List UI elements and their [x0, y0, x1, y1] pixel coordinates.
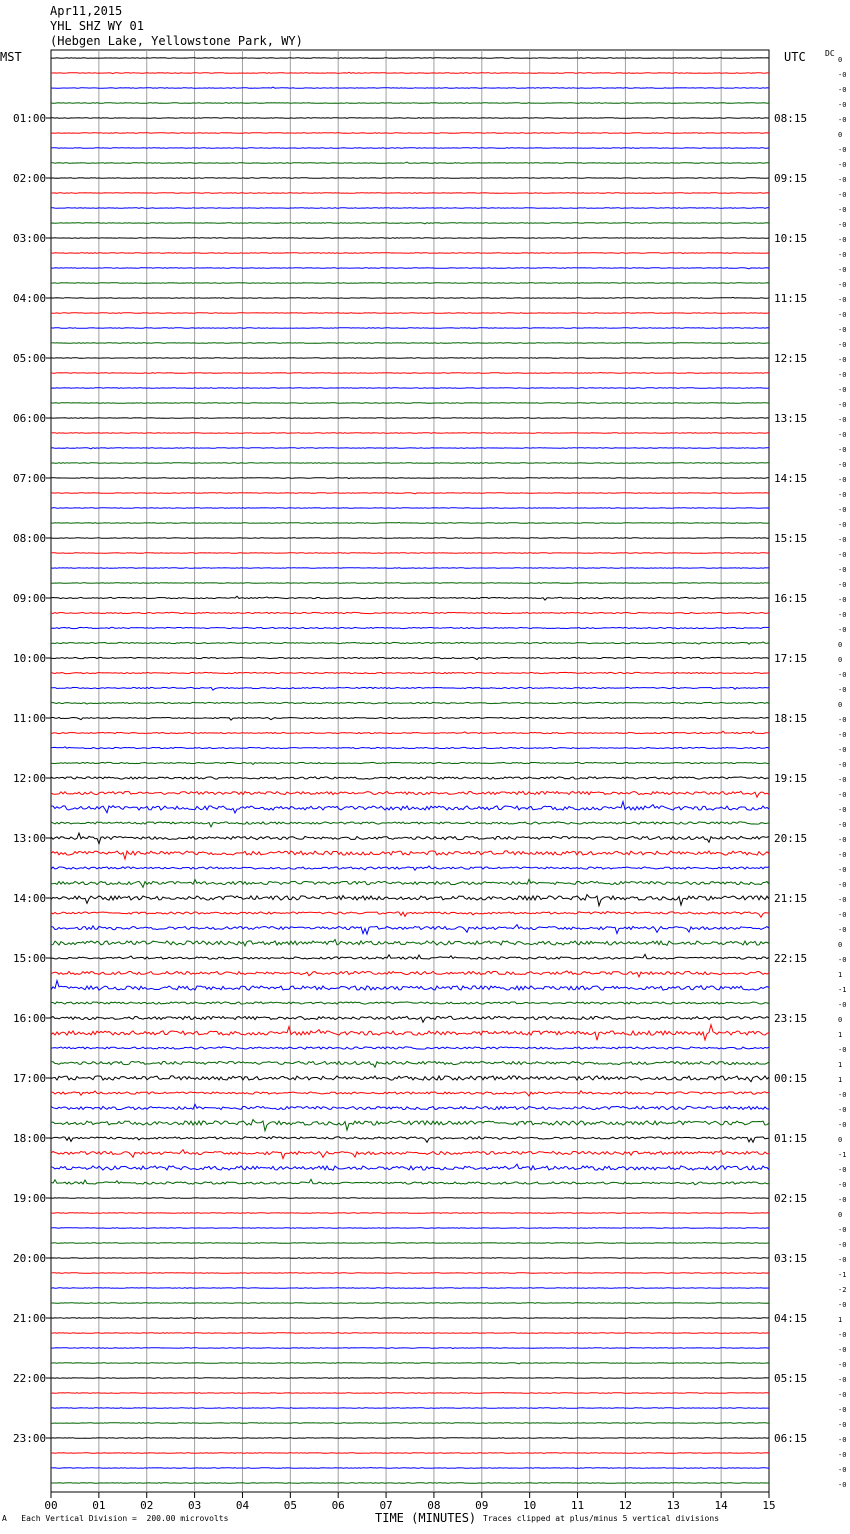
utc-hour-label: 19:15	[774, 772, 808, 785]
trace-line	[51, 1348, 769, 1349]
trace-line	[51, 1137, 769, 1143]
mst-hour-label: 13:00	[13, 832, 47, 845]
x-tick-label: 01	[92, 1499, 106, 1512]
trace-line	[51, 1318, 769, 1319]
mst-hour-label: 07:00	[13, 472, 47, 485]
trace-line	[51, 358, 769, 359]
dc-offset-label: -0	[838, 911, 847, 919]
dc-offset-label: -0	[838, 446, 847, 454]
trace-line	[51, 522, 769, 523]
mst-hour-label: 14:00	[13, 892, 47, 905]
clip-note: Traces clipped at plus/minus 5 vertical divisions	[483, 1514, 720, 1523]
mst-hour-label: 04:00	[13, 292, 47, 305]
utc-hour-label: 09:15	[774, 172, 808, 185]
trace-line	[51, 1378, 769, 1379]
dc-offset-label: -0	[838, 356, 847, 364]
dc-offset-label: -0	[838, 1376, 847, 1384]
station-label: YHL SHZ WY 01	[50, 19, 144, 33]
utc-hour-label: 11:15	[774, 292, 808, 305]
trace-line	[51, 133, 769, 134]
x-tick-label: 13	[666, 1499, 680, 1512]
dc-offset-label: 0	[838, 1136, 843, 1144]
mst-hour-label: 02:00	[13, 172, 47, 185]
utc-hour-label: 23:15	[774, 1012, 808, 1025]
dc-offset-label: -0	[838, 326, 847, 334]
trace-line	[51, 895, 769, 906]
utc-hour-label: 15:15	[774, 532, 808, 545]
dc-offset-label: 0	[838, 1211, 843, 1219]
dc-offset-label: -0	[838, 206, 847, 214]
trace-line	[51, 1258, 769, 1259]
dc-offset-label: 1	[838, 1076, 843, 1084]
trace-line	[51, 657, 769, 659]
dc-offset-label: -0	[838, 1121, 847, 1129]
trace-line	[51, 238, 769, 239]
dc-offset-label: -0	[838, 1331, 847, 1339]
trace-line	[51, 672, 769, 673]
mst-hour-label: 17:00	[13, 1072, 47, 1085]
dc-offset-label: -0	[838, 221, 847, 229]
trace-line	[51, 1198, 769, 1199]
mst-hour-label: 01:00	[13, 112, 47, 125]
trace-line	[51, 508, 769, 509]
dc-offset-label: -0	[838, 461, 847, 469]
dc-offset-label: -0	[838, 1481, 847, 1489]
dc-offset-label: -2	[838, 1286, 847, 1294]
dc-offset-label: -0	[838, 1046, 847, 1054]
dc-offset-label: -0	[838, 1436, 847, 1444]
trace-line	[51, 162, 769, 163]
trace-line	[51, 762, 769, 764]
trace-line	[51, 538, 769, 539]
mst-hour-label: 11:00	[13, 712, 47, 725]
scale-note	[2, 1514, 228, 1523]
trace-line	[51, 268, 769, 269]
dc-offset-label: -0	[838, 1106, 847, 1114]
trace-line	[51, 1423, 769, 1424]
trace-line	[51, 193, 769, 194]
dc-offset-label: -0	[838, 236, 847, 244]
dc-offset-label: -0	[838, 71, 847, 79]
dc-offset-label: -0	[838, 1226, 847, 1234]
trace-line	[51, 1363, 769, 1364]
dc-offset-label: -0	[838, 506, 847, 514]
dc-offset-label: -0	[838, 806, 847, 814]
trace-line	[51, 1408, 769, 1409]
dc-offset-label: -0	[838, 731, 847, 739]
dc-offset-label: 0	[838, 641, 843, 649]
dc-offset-label: -0	[838, 296, 847, 304]
mst-hour-label: 03:00	[13, 232, 47, 245]
dc-offset-label: 0	[838, 656, 843, 664]
trace-line	[51, 627, 769, 628]
mst-hour-label: 09:00	[13, 592, 47, 605]
dc-offset-label: -0	[838, 431, 847, 439]
dc-offset-label: 1	[838, 1061, 843, 1069]
trace-line	[51, 418, 769, 419]
trace-line	[51, 596, 769, 600]
mst-hour-label: 21:00	[13, 1312, 47, 1325]
trace-line	[51, 103, 769, 104]
trace-line	[51, 642, 769, 644]
trace-line	[51, 478, 769, 479]
dc-offset-label: -0	[838, 551, 847, 559]
dc-offset-label: -0	[838, 1301, 847, 1309]
trace-line	[51, 223, 769, 224]
trace-line	[51, 1213, 769, 1214]
trace-line	[51, 1392, 769, 1393]
trace-line	[51, 433, 769, 434]
trace-line	[51, 1243, 769, 1244]
dc-offset-label: -0	[838, 1346, 847, 1354]
dc-offset-label: -0	[838, 1196, 847, 1204]
x-tick-label: 08	[427, 1499, 441, 1512]
trace-line	[51, 208, 769, 209]
dc-offset-label: -0	[838, 596, 847, 604]
dc-offset-label: -0	[838, 836, 847, 844]
utc-hour-label: 02:15	[774, 1192, 808, 1205]
trace-line	[51, 1150, 769, 1159]
right-axis-title: UTC	[784, 50, 806, 64]
utc-hour-label: 06:15	[774, 1432, 808, 1445]
date-label: Apr11,2015	[50, 4, 123, 18]
utc-hour-label: 14:15	[774, 472, 808, 485]
trace-line	[51, 747, 769, 749]
trace-line	[51, 58, 769, 59]
x-tick-label: 10	[523, 1499, 537, 1512]
trace-line	[51, 1076, 769, 1082]
x-axis-title: TIME (MINUTES)	[375, 1511, 477, 1525]
dc-offset-label: 0	[838, 56, 843, 64]
dc-offset-label: -0	[838, 956, 847, 964]
trace-line	[51, 1002, 769, 1004]
trace-line	[51, 954, 769, 959]
trace-line	[51, 1288, 769, 1289]
dc-offset-label: -1	[838, 1271, 847, 1279]
trace-line	[51, 1179, 769, 1185]
dc-offset-label: -0	[838, 266, 847, 274]
mst-hour-label: 15:00	[13, 952, 47, 965]
dc-offset-label: 0	[838, 701, 843, 709]
trace-line	[51, 925, 769, 935]
dc-offset-label: -0	[838, 791, 847, 799]
trace-line	[51, 1047, 769, 1049]
dc-offset-label: -0	[838, 611, 847, 619]
utc-hour-label: 04:15	[774, 1312, 808, 1325]
dc-offset-label: -0	[838, 776, 847, 784]
x-tick-label: 02	[140, 1499, 154, 1512]
trace-line	[51, 1273, 769, 1274]
mst-hour-label: 08:00	[13, 532, 47, 545]
trace-line	[51, 1483, 769, 1484]
trace-line	[51, 879, 769, 887]
trace-line	[51, 493, 769, 494]
dc-offset-label: 1	[838, 1031, 843, 1039]
trace-line	[51, 583, 769, 584]
trace-line	[51, 1303, 769, 1304]
trace-line	[51, 1091, 769, 1096]
dc-offset-label: -0	[838, 1166, 847, 1174]
left-axis-title: MST	[0, 50, 22, 64]
dc-offset-label: -0	[838, 116, 847, 124]
trace-line	[51, 717, 769, 720]
dc-offset-label: -0	[838, 1256, 847, 1264]
utc-hour-label: 01:15	[774, 1132, 808, 1145]
trace-line	[51, 791, 769, 797]
dc-offset-label: -0	[838, 416, 847, 424]
trace-line	[51, 388, 769, 389]
dc-offset-label: 0	[838, 131, 843, 139]
x-tick-label: 15	[762, 1499, 776, 1512]
trace-line	[51, 822, 769, 827]
utc-hour-label: 22:15	[774, 952, 808, 965]
dc-offset-label: -0	[838, 101, 847, 109]
mst-hour-label: 05:00	[13, 352, 47, 365]
trace-line	[51, 612, 769, 613]
utc-hour-label: 12:15	[774, 352, 808, 365]
dc-offset-label: -0	[838, 1181, 847, 1189]
dc-offset-label: -0	[838, 311, 847, 319]
dc-offset-label: -0	[838, 671, 847, 679]
trace-line	[51, 1120, 769, 1131]
trace-line	[51, 87, 769, 88]
x-tick-label: 05	[283, 1499, 297, 1512]
trace-line	[51, 178, 769, 179]
trace-line	[51, 866, 769, 870]
trace-line	[51, 1016, 769, 1022]
dc-offset-label: -0	[838, 281, 847, 289]
trace-line	[51, 448, 769, 449]
trace-line	[51, 253, 769, 254]
dc-offset-label: -0	[838, 1451, 847, 1459]
utc-hour-label: 18:15	[774, 712, 808, 725]
trace-line	[51, 912, 769, 918]
dc-offset-label: -0	[838, 1001, 847, 1009]
mst-hour-label: 06:00	[13, 412, 47, 425]
dc-offset-label: -0	[838, 161, 847, 169]
mst-hour-label: 18:00	[13, 1132, 47, 1145]
dc-offset-label: -0	[838, 566, 847, 574]
scale-text: Each Vertical Division = 200.00 microvolts	[21, 1514, 229, 1523]
trace-line	[51, 851, 769, 859]
trace-line	[51, 802, 769, 813]
trace-line	[51, 463, 769, 464]
dc-offset-label: -0	[838, 386, 847, 394]
trace-line	[51, 971, 769, 977]
dc-offset-label: -0	[838, 581, 847, 589]
dc-offset-label: -0	[838, 191, 847, 199]
trace-line	[51, 981, 769, 991]
utc-hour-label: 05:15	[774, 1372, 808, 1385]
utc-hour-label: 08:15	[774, 112, 808, 125]
dc-offset-label: -0	[838, 746, 847, 754]
dc-offset-label: -0	[838, 146, 847, 154]
dc-offset-label: -0	[838, 1241, 847, 1249]
x-tick-label: 00	[44, 1499, 58, 1512]
utc-hour-label: 10:15	[774, 232, 808, 245]
dc-offset-label: -0	[838, 926, 847, 934]
trace-line	[51, 687, 769, 690]
mst-hour-label: 19:00	[13, 1192, 47, 1205]
dc-offset-label: -0	[838, 686, 847, 694]
x-tick-label: 07	[379, 1499, 393, 1512]
dc-offset-label: -0	[838, 1391, 847, 1399]
dc-offset-label: -0	[838, 536, 847, 544]
dc-offset-label: -0	[838, 881, 847, 889]
mst-hour-label: 20:00	[13, 1252, 47, 1265]
dc-offset-label: 1	[838, 971, 843, 979]
dc-offset-label: -0	[838, 476, 847, 484]
dc-offset-label: -0	[838, 491, 847, 499]
dc-offset-label: -0	[838, 761, 847, 769]
trace-line	[51, 702, 769, 704]
dc-offset-label: -1	[838, 1151, 847, 1159]
dc-offset-label: -0	[838, 1361, 847, 1369]
trace-line	[51, 1468, 769, 1469]
trace-line	[51, 553, 769, 554]
dc-offset-label: -0	[838, 401, 847, 409]
mst-hour-label: 22:00	[13, 1372, 47, 1385]
x-tick-label: 11	[570, 1499, 585, 1512]
x-tick-label: 09	[475, 1499, 489, 1512]
trace-line	[51, 1228, 769, 1229]
location-label: (Hebgen Lake, Yellowstone Park, WY)	[50, 34, 303, 48]
trace-line	[51, 313, 769, 314]
trace-line	[51, 1164, 769, 1170]
mst-hour-label: 12:00	[13, 772, 47, 785]
mst-hour-label: 23:00	[13, 1432, 47, 1445]
dc-offset-label: 1	[838, 1316, 843, 1324]
x-tick-label: 04	[235, 1499, 250, 1512]
trace-line	[51, 1438, 769, 1439]
x-tick-label: 14	[714, 1499, 728, 1512]
trace-line	[51, 731, 769, 733]
utc-hour-label: 13:15	[774, 412, 808, 425]
trace-line	[51, 1333, 769, 1334]
dc-offset-label: 0	[838, 1016, 843, 1024]
trace-line	[51, 833, 769, 844]
trace-line	[51, 777, 769, 779]
dc-offset-label: -0	[838, 251, 847, 259]
trace-line	[51, 72, 769, 73]
trace-line	[51, 1061, 769, 1067]
trace-line	[51, 343, 769, 344]
dc-offset-label: -0	[838, 1421, 847, 1429]
dc-offset-label: -0	[838, 821, 847, 829]
utc-hour-label: 17:15	[774, 652, 808, 665]
trace-line	[51, 328, 769, 329]
dc-offset-label: -1	[838, 986, 847, 994]
dc-offset-label: -0	[838, 341, 847, 349]
trace-line	[51, 373, 769, 374]
utc-hour-label: 00:15	[774, 1072, 808, 1085]
dc-label: DC	[825, 49, 835, 58]
mst-hour-label: 16:00	[13, 1012, 47, 1025]
x-tick-label: 06	[331, 1499, 345, 1512]
trace-line	[51, 283, 769, 284]
dc-offset-label: -0	[838, 866, 847, 874]
dc-offset-label: -0	[838, 371, 847, 379]
dc-offset-label: -0	[838, 716, 847, 724]
mst-hour-label: 10:00	[13, 652, 47, 665]
dc-offset-label: -0	[838, 1466, 847, 1474]
trace-line	[51, 297, 769, 298]
x-tick-label: 03	[187, 1499, 202, 1512]
utc-hour-label: 16:15	[774, 592, 808, 605]
dc-offset-label: -0	[838, 176, 847, 184]
trace-line	[51, 568, 769, 569]
dc-offset-label: -0	[838, 1091, 847, 1099]
trace-line	[51, 118, 769, 119]
trace-line	[51, 1453, 769, 1454]
plot-frame	[51, 50, 769, 1492]
dc-offset-label: -0	[838, 1406, 847, 1414]
footer-mark: A	[2, 1514, 7, 1523]
trace-line	[51, 148, 769, 149]
trace-line	[51, 403, 769, 404]
utc-hour-label: 21:15	[774, 892, 808, 905]
trace-line	[51, 1025, 769, 1040]
utc-hour-label: 03:15	[774, 1252, 808, 1265]
dc-offset-label: -0	[838, 896, 847, 904]
dc-offset-label: -0	[838, 851, 847, 859]
dc-offset-label: -0	[838, 626, 847, 634]
trace-line	[51, 940, 769, 946]
dc-offset-label: -0	[838, 521, 847, 529]
dc-offset-label: -0	[838, 86, 847, 94]
dc-offset-label: 0	[838, 941, 843, 949]
utc-hour-label: 20:15	[774, 832, 808, 845]
x-tick-label: 12	[618, 1499, 633, 1512]
trace-line	[51, 1104, 769, 1109]
